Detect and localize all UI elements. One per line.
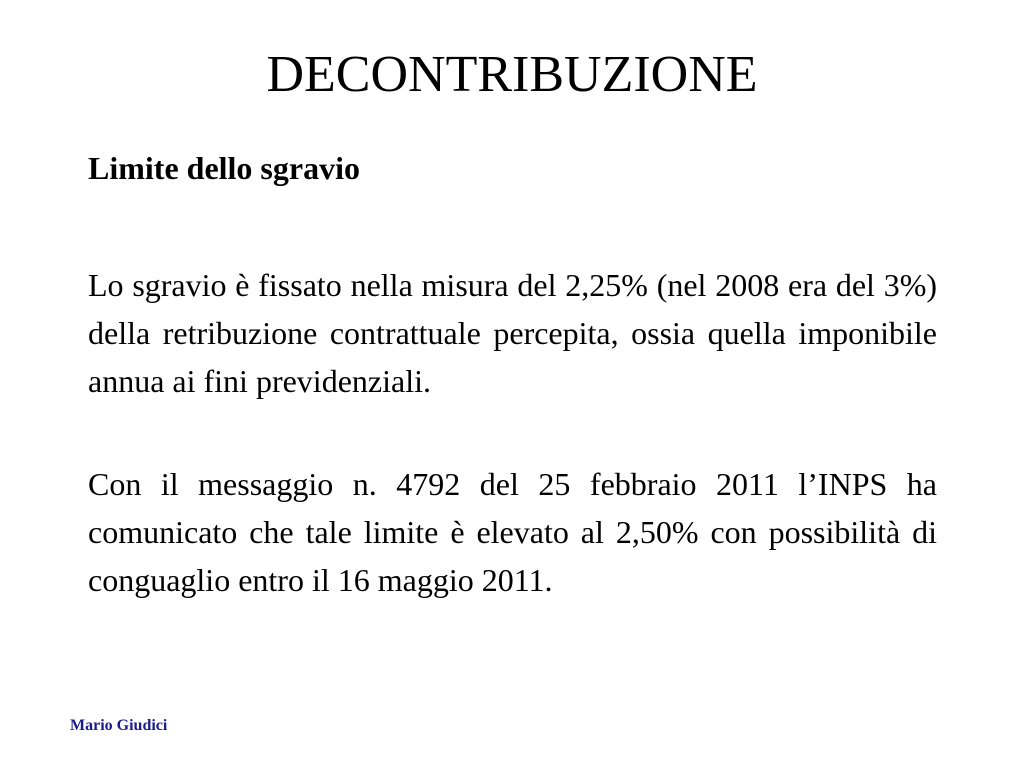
body-paragraph-2: Con il messaggio n. 4792 del 25 febbraio 2011 l’INPS ha comunicato che tale limite è elevato al 2,50% con possibilità di conguaglio entro il 16 maggio 2011.	[88, 466, 937, 598]
body-paragraph-1: Lo sgravio è fissato nella misura del 2,25% (nel 2008 era del 3%) della retribuzione contrattuale percepita, ossia quella imponibile annua ai fini previdenziali.	[88, 267, 937, 399]
footer-author: Mario Giudici	[70, 717, 168, 734]
slide-subtitle: Limite dello sgravio	[88, 150, 360, 186]
slide-title: DECONTRIBUZIONE	[266, 46, 758, 103]
